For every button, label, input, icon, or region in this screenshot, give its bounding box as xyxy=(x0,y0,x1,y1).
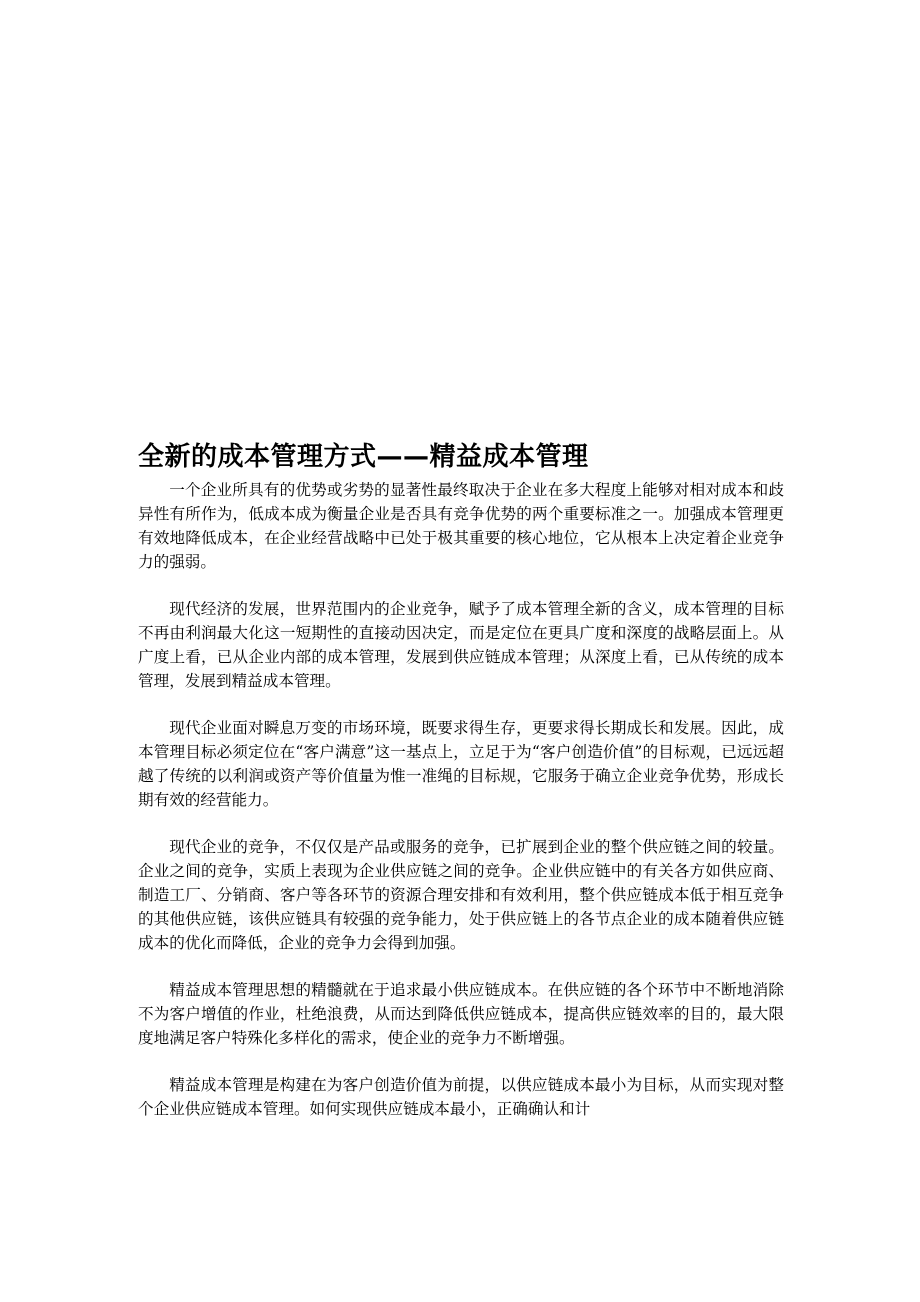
paragraph-3: 现代企业面对瞬息万变的市场环境，既要求得生存，更要求得长期成长和发展。因此，成本管理目标必须定位在“客户满意”这一基点上，立足于为“客户创造价值”的目标观，已远远超越了传统的以利润或资产等价值量为惟一准绳的目标规，它服务于确立企业竞争优势，形成长期有效的经营能力。 xyxy=(138,719,784,809)
document-page xyxy=(138,438,784,1121)
paragraph-5: 精益成本管理思想的精髓就在于追求最小供应链成本。在供应链的各个环节中不断地消除不为客户增值的作业，杜绝浪费，从而达到降低供应链成本，提高供应链效率的目的，最大限度地满足客户特殊化多样化的需求，使企业的竞争力不断增强。 xyxy=(138,981,784,1047)
paragraph-4: 现代企业的竞争，不仅仅是产品或服务的竞争，已扩展到企业的整个供应链之间的较量。企业之间的竞争，实质上表现为企业供应链之间的竞争。企业供应链中的有关各方如供应商、制造工厂、分销商、客户等各环节的资源合理安排和有效利用，整个供应链成本低于相互竞争的其他供应链，该供应链具有较强的竞争能力，处于供应链上的各节点企业的成本随着供应链成本的优化而降低，企业的竞争力会得到加强。 xyxy=(138,838,784,952)
paragraph-6: 精益成本管理是构建在为客户创造价值为前提，以供应链成本最小为目标，从而实现对整个企业供应链成本管理。如何实现供应链成本最小，正确确认和计 xyxy=(138,1076,784,1118)
paragraph-2: 现代经济的发展，世界范围内的企业竞争，赋予了成本管理全新的含义，成本管理的目标不再由利润最大化这一短期性的直接动因决定，而是定位在更具广度和深度的战略层面上。从广度上看，已从企业内部的成本管理，发展到供应链成本管理；从深度上看，已从传统的成本管理，发展到精益成本管理。 xyxy=(138,600,784,690)
document-title: 全新的成本管理方式——精益成本管理 xyxy=(138,442,589,472)
paragraph-1: 一个企业所具有的优势或劣势的显著性最终取决于企业在多大程度上能够对相对成本和歧异性有所作为，低成本成为衡量企业是否具有竞争优势的两个重要标准之一。加强成本管理更有效地降低成本，在企业经营战略中已处于极其重要的核心地位，它从根本上决定着企业竞争力的强弱。 xyxy=(138,481,784,571)
